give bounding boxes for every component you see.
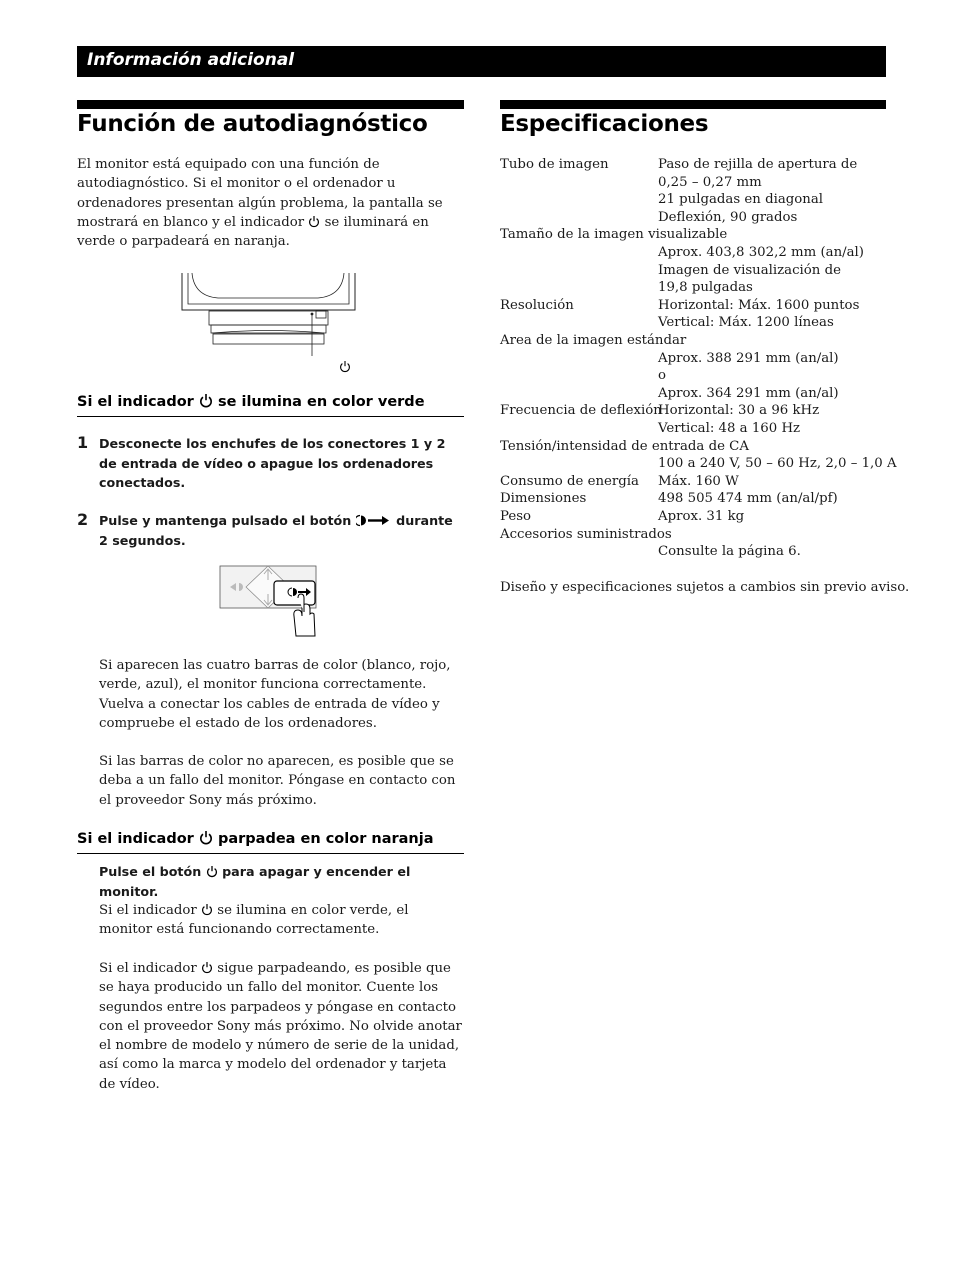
right-title: Especificaciones (500, 111, 709, 137)
spec-row (500, 156, 886, 174)
spec-value: Consulte la página 6. (658, 544, 801, 560)
step-1-text: Desconecte los enchufes de los conectores 1 y 2 de entrada de vídeo o apague los ordenadores conectados. (99, 436, 446, 490)
spec-row (500, 262, 886, 280)
spec-value: 19,8 pulgadas (658, 280, 753, 296)
spec-row (500, 473, 886, 491)
spec-row (500, 402, 886, 420)
input-select-arrow-icon (356, 514, 392, 527)
spec-value: Aprox. 403,8 302,2 mm (an/al) (658, 245, 864, 260)
spec-label: Dimensiones (500, 491, 587, 507)
spec-row (500, 526, 886, 544)
spec-value: Aprox. 364 291 mm (an/al) (658, 385, 839, 401)
power-icon (199, 393, 213, 408)
specifications-table (500, 156, 897, 566)
spec-label: Resolución (500, 297, 574, 313)
spec-value: 0,25 – 0,27 mm (658, 174, 762, 190)
spec-label: Tamaño de la imagen visualizable (500, 227, 728, 243)
control-pad-illustration (218, 562, 323, 640)
blinking-paragraph: Si el indicador sigue parpadeando, es posible que se haya producido un fallo del monitor. Cuente los segundos entre los parpadeos y póngase en contacto con el proveedor Sony más próximo. No olvide anotar el nombre de modelo y número de serie de la unidad, así como la marca y modelo del ordenador y tarjeta de vídeo. (99, 961, 462, 1092)
spec-row (500, 191, 886, 209)
spec-row (500, 279, 886, 297)
spec-value: Horizontal: 30 a 96 kHz (658, 403, 820, 419)
spec-label: Peso (500, 509, 532, 524)
spec-row (500, 226, 886, 244)
spec-label: Frecuencia de deflexión (500, 403, 662, 419)
intro-paragraph: El monitor está equipado con una función de autodiagnóstico. Si el monitor o el ordenador u ordenadores presentan algún problema, la pantalla se mostrará en blanco y el indicador se iluminará en verde o parpadeará en naranja. (77, 157, 443, 250)
orange-indicator-heading: Si el indicador parpadea en color naranja (77, 831, 434, 847)
spec-row (500, 314, 886, 332)
spec-value: 498 505 474 mm (an/al/pf) (658, 491, 838, 507)
orange-step-text: Pulse el botón para apagar y encender el monitor. (99, 864, 411, 899)
green-heading-rule (77, 416, 464, 417)
power-icon (201, 903, 213, 916)
spec-row (500, 244, 886, 262)
power-icon (201, 961, 213, 974)
power-icon (308, 215, 320, 228)
spec-value: Deflexión, 90 grados (658, 209, 798, 225)
spec-value: Vertical: Máx. 1200 líneas (658, 315, 834, 331)
section-title: Información adicional (87, 50, 295, 70)
spec-value: 21 pulgadas en diagonal (658, 192, 824, 208)
left-title-rule (77, 100, 464, 109)
spec-row (500, 455, 897, 473)
spec-row (500, 332, 886, 350)
specs-notice: Diseño y especificaciones sujetos a cambios sin previo aviso. (500, 580, 910, 595)
spec-label: Tensión/intensidad de entrada de CA (500, 438, 749, 454)
green-ok-paragraph: Si el indicador se ilumina en color verde, el monitor está funcionando correctamente. (99, 903, 409, 938)
spec-value: Aprox. 31 kg (658, 509, 745, 524)
spec-row (500, 508, 886, 526)
right-title-rule (500, 100, 886, 109)
power-indicator-icon (339, 360, 351, 373)
step-2-text: Pulse y mantenga pulsado el botón durante 2 segundos. (99, 513, 453, 548)
color-bars-fail-paragraph: Si las barras de color no aparecen, es posible que se deba a un fallo del monitor. Póngase en contacto con el proveedor Sony más próximo. (99, 754, 456, 808)
spec-row (500, 438, 886, 456)
spec-row (500, 385, 886, 403)
spec-row (500, 297, 886, 315)
section-header-bar (77, 46, 886, 77)
spec-value: o (658, 368, 667, 384)
color-bars-ok-paragraph: Si aparecen las cuatro barras de color (blanco, rojo, verde, azul), el monitor funciona correctamente. Vuelva a conectar los cables de entrada de vídeo y compruebe el estado de los ordenadores. (99, 658, 451, 731)
spec-row (500, 174, 886, 192)
spec-row (500, 350, 886, 368)
spec-row (500, 209, 886, 227)
spec-row (500, 543, 886, 561)
monitor-front-illustration (178, 270, 363, 375)
power-icon (199, 830, 213, 845)
power-icon (206, 865, 218, 878)
spec-value: Paso de rejilla de apertura de (658, 157, 858, 172)
spec-value: Vertical: 48 a 160 Hz (658, 421, 801, 436)
spec-label: Consumo de energía (500, 473, 639, 489)
spec-value: Máx. 160 W (658, 473, 739, 489)
spec-value: Aprox. 388 291 mm (an/al) (658, 350, 839, 366)
step-1-number: 1 (77, 433, 89, 452)
green-indicator-heading: Si el indicador se ilumina en color verde (77, 394, 425, 410)
step-2-number: 2 (77, 510, 89, 529)
spec-label: Tubo de imagen (500, 157, 609, 172)
spec-row (500, 490, 886, 508)
orange-heading-rule (77, 853, 464, 854)
spec-value: Imagen de visualización de (658, 262, 841, 278)
spec-row (500, 367, 886, 385)
spec-label: Area de la imagen estándar (500, 333, 687, 348)
spec-value: 100 a 240 V, 50 – 60 Hz, 2,0 – 1,0 A (658, 456, 897, 472)
spec-label: Accesorios suministrados (500, 526, 672, 542)
spec-value: Horizontal: Máx. 1600 puntos (658, 297, 860, 313)
spec-row (500, 420, 886, 438)
left-title: Función de autodiagnóstico (77, 111, 428, 137)
